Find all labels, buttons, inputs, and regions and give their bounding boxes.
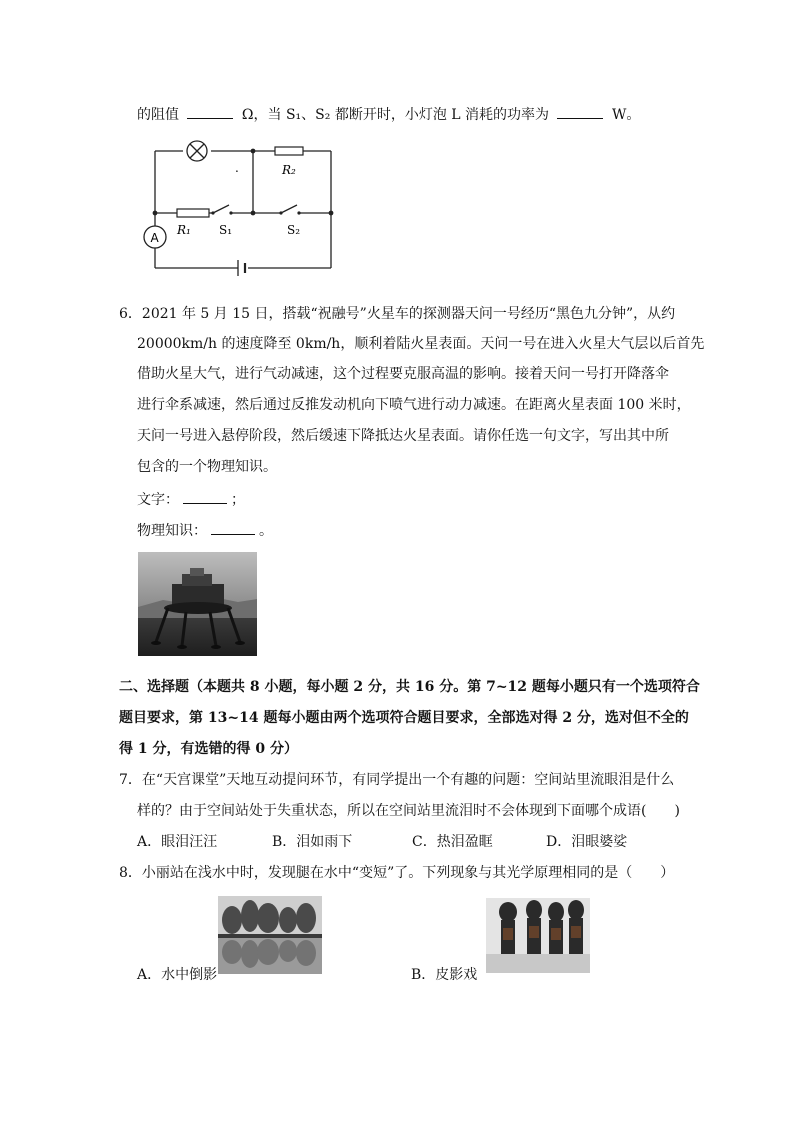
q6-knowledge-end: 。 bbox=[259, 523, 273, 539]
q6-knowledge-blank[interactable] bbox=[211, 522, 255, 535]
reflection-photo bbox=[218, 896, 322, 974]
stray-dot: . bbox=[235, 161, 239, 175]
q8-option-a[interactable]: A．水中倒影 bbox=[137, 967, 218, 983]
q6-line-5: 天问一号进入悬停阶段，然后缓速下降抵达火星表面。请你任选一句文字，写出其中所 bbox=[137, 428, 669, 444]
q7-option-a[interactable]: A．眼泪汪汪 bbox=[137, 834, 218, 850]
resistor-r2 bbox=[275, 147, 303, 155]
q6-text-label: 文字： bbox=[137, 492, 179, 508]
section2-line-3: 得 1 分，有选错的得 0 分） bbox=[119, 741, 298, 757]
q6-line-1: 6．2021 年 5 月 15 日，搭载“祝融号”火星车的探测器天问一号经历“黑色九分钟”，从约 bbox=[119, 306, 676, 322]
mars-lander-photo bbox=[138, 552, 257, 656]
q6-text-end: ； bbox=[231, 492, 245, 508]
label-r2: R₂ bbox=[282, 163, 296, 177]
q8-stem: 8．小丽站在浅水中时，发现腿在水中“变短”了。下列现象与其光学原理相同的是（ ） bbox=[119, 865, 675, 881]
section2-line-1: 二、选择题（本题共 8 小题，每小题 2 分，共 16 分。第 7~12 题每小题只有一个选项符合 bbox=[119, 679, 700, 695]
q7-line-2: 样的？由于空间站处于失重状态，所以在空间站里流泪时不会体现到下面哪个成语( ) bbox=[137, 803, 680, 819]
q6-line-4: 进行伞系减速，然后通过反推发动机向下喷气进行动力减速。在距离火星表面 100 米时， bbox=[137, 397, 691, 413]
q6-line-3: 借助火星大气，进行气动减速，这个过程要克服高温的影响。接着天问一号打开降落伞 bbox=[137, 366, 669, 382]
junction-top bbox=[251, 149, 256, 154]
junction-middle bbox=[251, 211, 256, 216]
circuit-diagram bbox=[135, 138, 345, 278]
label-s1: S₁ bbox=[219, 223, 233, 237]
label-s2: S₂ bbox=[287, 223, 301, 237]
ammeter-label: A bbox=[150, 231, 159, 245]
q5-tail bbox=[137, 104, 640, 124]
q8-option-b[interactable]: B．皮影戏 bbox=[411, 967, 478, 983]
q5-suffix: W。 bbox=[611, 107, 641, 123]
section2-line-2: 题目要求，第 13~14 题每小题由两个选项符合题目要求，全部选对得 2 分，选对但不全的 bbox=[119, 710, 689, 726]
resistor-r1 bbox=[177, 209, 209, 217]
q7-option-b[interactable]: B．泪如雨下 bbox=[272, 834, 353, 850]
lamp-symbol bbox=[187, 141, 207, 161]
junction-right bbox=[329, 211, 334, 216]
q5-prefix: 的阻值 bbox=[137, 107, 179, 123]
q6-knowledge-row bbox=[137, 520, 273, 540]
q5-mid: Ω，当 S₁、S₂ 都断开时，小灯泡 L 消耗的功率为 bbox=[241, 107, 550, 123]
q6-knowledge-label: 物理知识： bbox=[137, 523, 207, 539]
q6-line-2: 20000km/h 的速度降至 0km/h，顺利着陆火星表面。天问一号在进入火星大气层以后首先 bbox=[137, 336, 705, 352]
switch-s1 bbox=[213, 205, 229, 213]
q6-text-blank[interactable] bbox=[183, 491, 227, 504]
q6-line-6: 包含的一个物理知识。 bbox=[137, 459, 277, 475]
junction-left bbox=[153, 211, 158, 216]
shadow-puppet-photo bbox=[486, 898, 590, 973]
switch-s2 bbox=[281, 205, 297, 213]
label-r1: R₁ bbox=[177, 223, 191, 237]
q7-line-1: 7．在“天宫课堂”天地互动提问环节，有同学提出一个有趣的问题：空间站里流眼泪是什么 bbox=[119, 772, 675, 788]
q6-text-row bbox=[137, 489, 245, 509]
q7-option-c[interactable]: C．热泪盈眶 bbox=[412, 834, 493, 850]
q5-blank-resistance[interactable] bbox=[187, 106, 233, 119]
q7-option-d[interactable]: D．泪眼婆娑 bbox=[546, 834, 628, 850]
q5-blank-power[interactable] bbox=[557, 106, 603, 119]
